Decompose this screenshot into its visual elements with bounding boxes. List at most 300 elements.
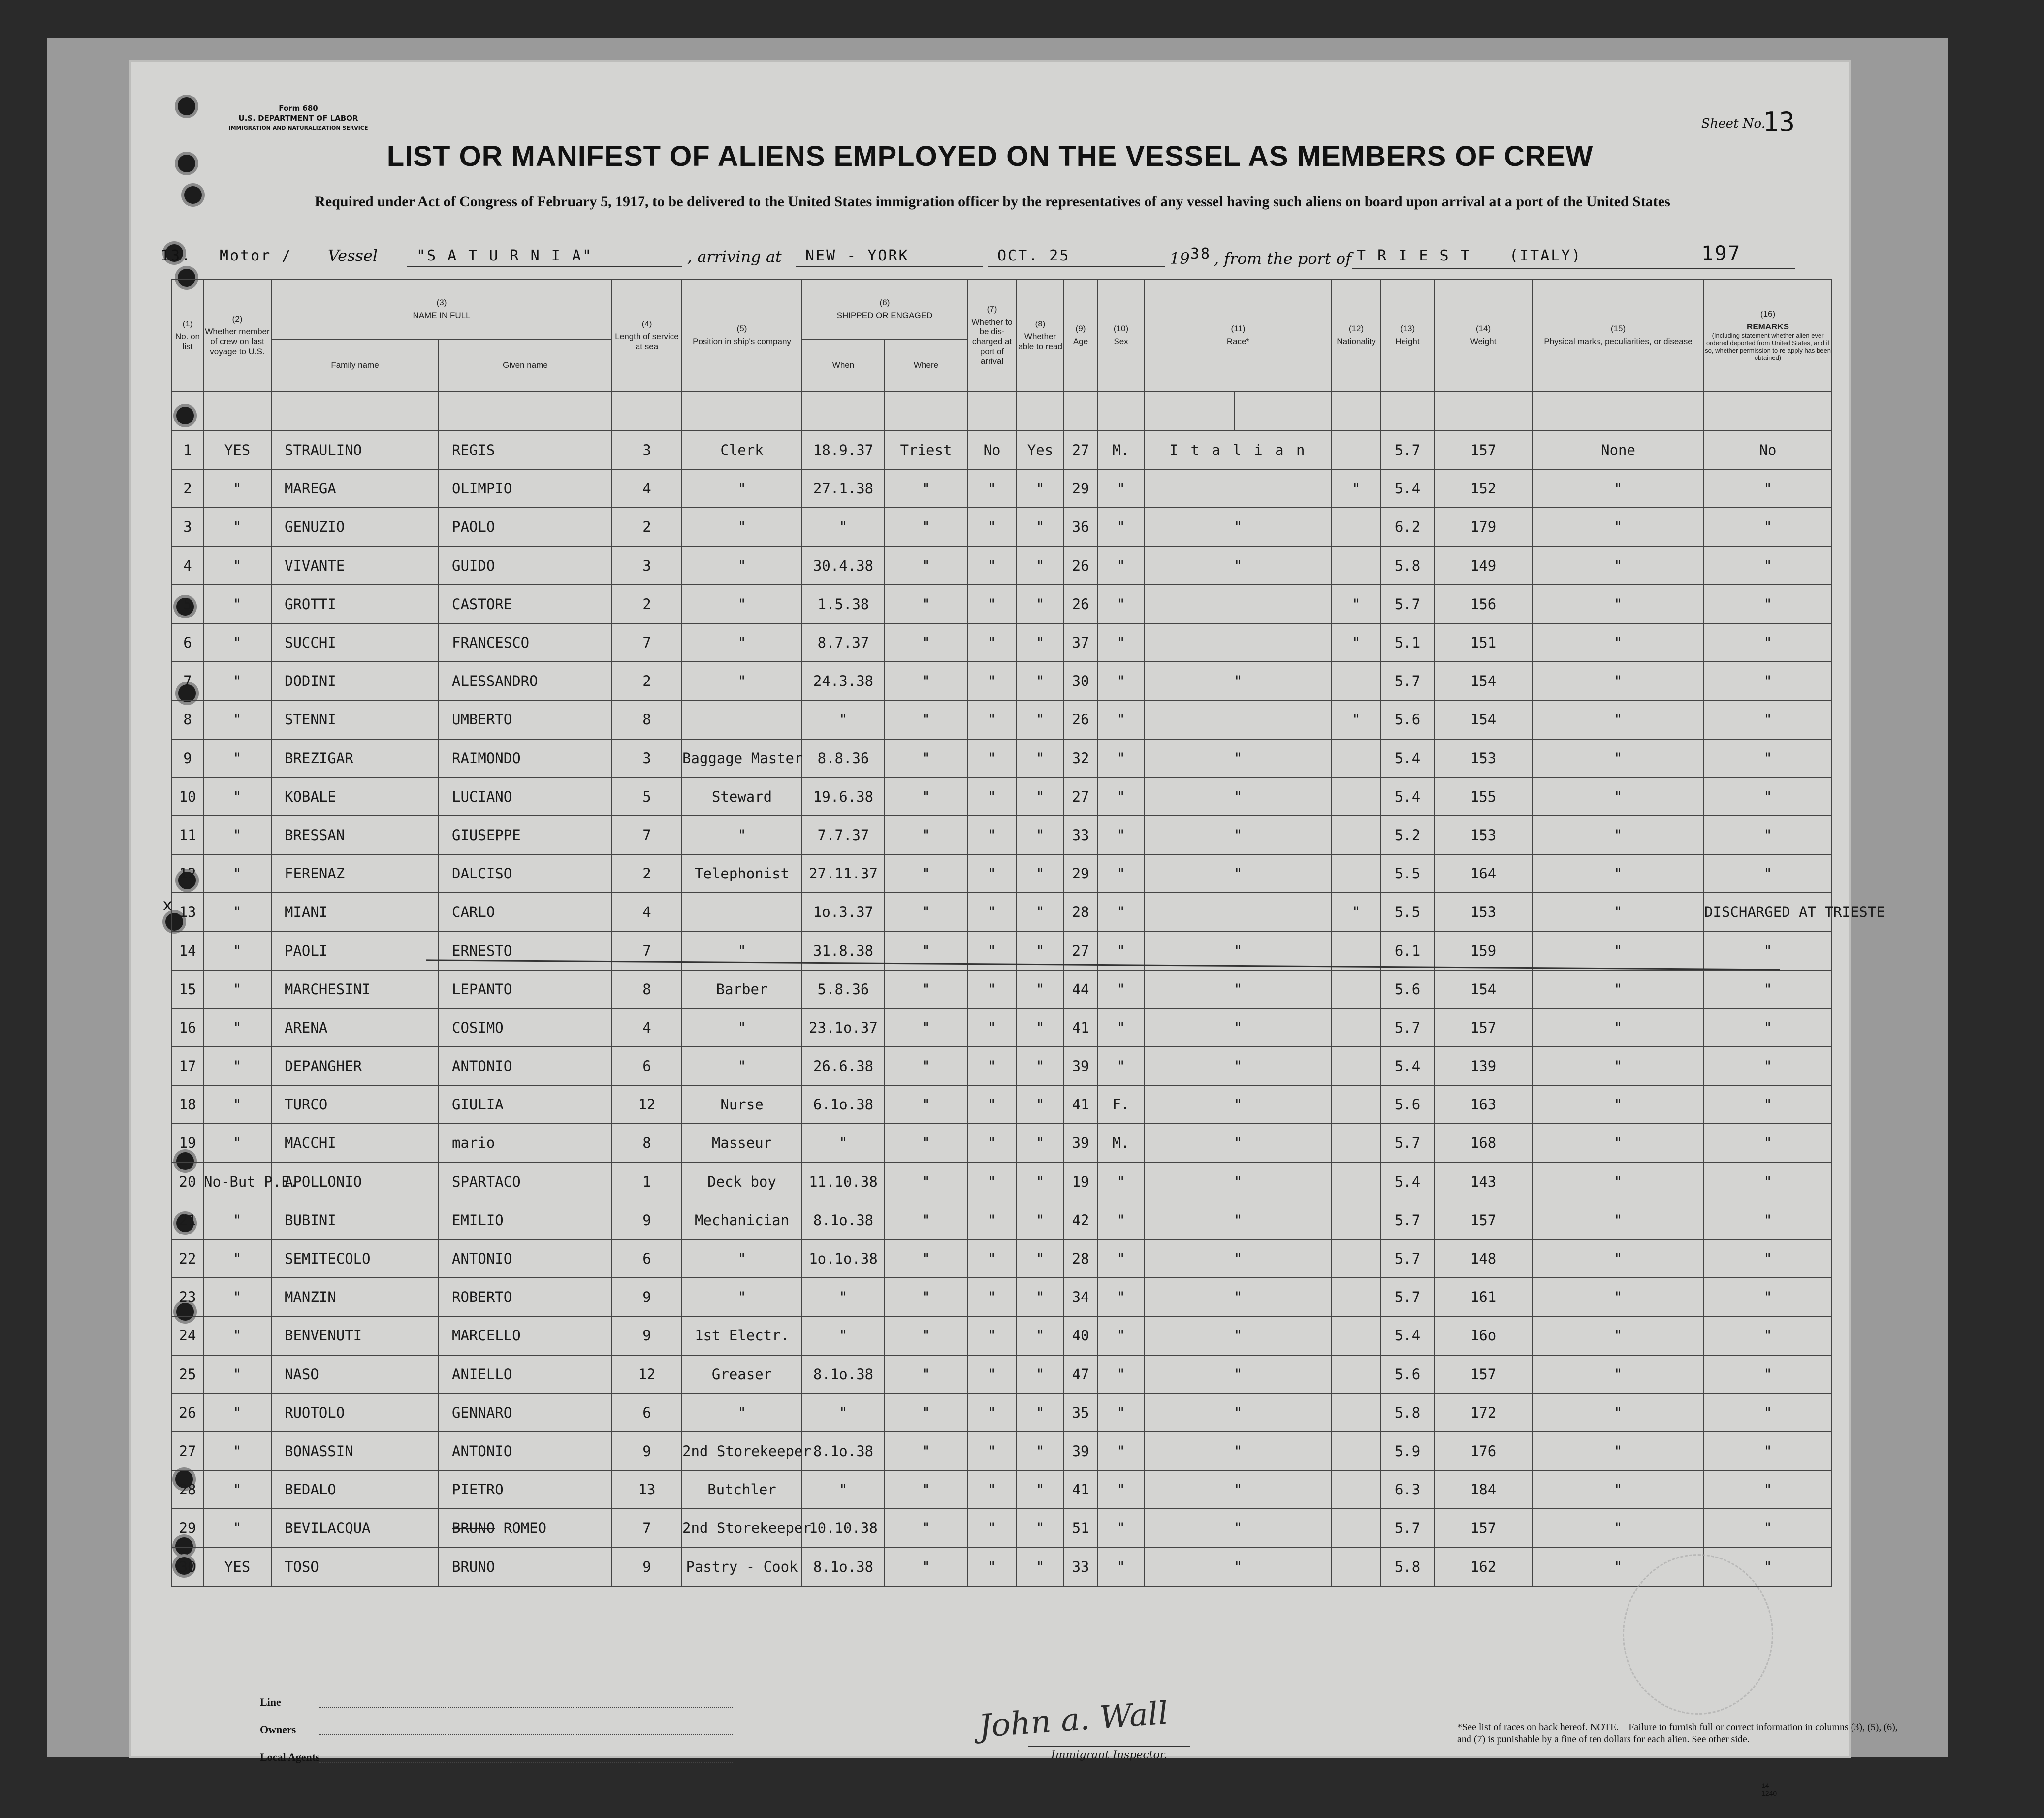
position-cell: Masseur (682, 1124, 802, 1162)
nationality-cell: " (1332, 893, 1381, 931)
header-spacer-row (172, 391, 1832, 431)
last-voyage-cell: " (203, 778, 271, 816)
sheet-number: 13 (1762, 106, 1795, 137)
discharged-cell: " (967, 854, 1017, 893)
race-cell: " (1145, 547, 1332, 585)
last-voyage-cell: " (203, 1316, 271, 1355)
sex-cell: " (1097, 1163, 1145, 1201)
weight-cell: 148 (1434, 1239, 1533, 1278)
age-cell: 29 (1064, 854, 1097, 893)
nationality-cell (1332, 970, 1381, 1008)
physical-marks-cell: " (1533, 1124, 1704, 1162)
nationality-cell (1332, 547, 1381, 585)
nationality-cell (1332, 1470, 1381, 1509)
crew-row (172, 739, 1832, 778)
from-port-line (1352, 268, 1795, 269)
nationality-cell (1332, 1201, 1381, 1239)
position-cell: 1st Electr. (682, 1316, 802, 1355)
line-label: Line (260, 1696, 281, 1708)
age-cell: 51 (1064, 1509, 1097, 1547)
discharged-cell: " (967, 1470, 1017, 1509)
physical-marks-cell: " (1533, 1163, 1704, 1201)
weight-cell: 157 (1434, 1008, 1533, 1047)
nationality-cell: " (1332, 623, 1381, 662)
position-cell (682, 893, 802, 931)
col-nationality-header: (12) Nationality (1332, 279, 1381, 391)
position-cell: Barber (682, 970, 802, 1008)
service-length-cell: 4 (612, 1008, 682, 1047)
position-cell: Baggage Master (682, 739, 802, 778)
last-voyage-cell: " (203, 547, 271, 585)
family-name-cell: GROTTI (271, 585, 439, 623)
weight-cell: 149 (1434, 547, 1533, 585)
service-length-cell: 8 (612, 1124, 682, 1162)
height-cell: 5.4 (1381, 778, 1434, 816)
sex-cell: " (1097, 1432, 1145, 1470)
family-name-cell: MARCHESINI (271, 970, 439, 1008)
height-cell: 5.4 (1381, 1316, 1434, 1355)
sex-cell: " (1097, 469, 1145, 508)
shipped-when-cell: 8.1o.38 (802, 1432, 885, 1470)
row-number: 9 (172, 739, 203, 778)
sex-cell: " (1097, 1239, 1145, 1278)
family-name-cell: DEPANGHER (271, 1047, 439, 1085)
given-name-cell: ROBERTO (439, 1278, 612, 1316)
shipped-where-cell: " (885, 508, 967, 546)
service-length-cell: 8 (612, 970, 682, 1008)
last-voyage-cell: " (203, 585, 271, 623)
given-name-cell: DALCISO (439, 854, 612, 893)
remarks-cell: " (1704, 585, 1832, 623)
physical-marks-cell: " (1533, 1239, 1704, 1278)
discharged-cell: " (967, 1509, 1017, 1547)
service-length-cell: 9 (612, 1547, 682, 1586)
sex-cell: " (1097, 623, 1145, 662)
vessel-label: Vessel (328, 246, 378, 265)
crew-row (172, 1509, 1832, 1547)
weight-cell: 163 (1434, 1085, 1533, 1124)
year-suffix: 38 (1190, 245, 1212, 262)
last-voyage-cell: " (203, 1239, 271, 1278)
nationality-cell (1332, 1008, 1381, 1047)
struck-given-name: BRUNO (452, 1520, 495, 1537)
shipped-where-cell: " (885, 547, 967, 585)
family-name-cell: SUCCHI (271, 623, 439, 662)
last-voyage-cell: " (203, 854, 271, 893)
row-number: 25 (172, 1355, 203, 1394)
vessel-name-line (407, 266, 682, 267)
height-cell: 5.6 (1381, 1355, 1434, 1394)
crew-row (172, 970, 1832, 1008)
discharged-cell: No (967, 431, 1017, 469)
nationality-cell (1332, 431, 1381, 469)
remarks-cell: " (1704, 1509, 1832, 1547)
from-label: , from the port of (1214, 249, 1352, 268)
last-voyage-cell: No-But P.E. (203, 1163, 271, 1201)
shipped-where-cell: " (885, 1047, 967, 1085)
race-cell: I t a l i a n (1145, 431, 1332, 469)
discharged-cell: " (967, 1239, 1017, 1278)
row-number: 4 (172, 547, 203, 585)
family-name-cell: ARENA (271, 1008, 439, 1047)
port-line (796, 266, 983, 267)
service-length-cell: 1 (612, 1163, 682, 1201)
shipped-where-cell: " (885, 662, 967, 700)
age-cell: 27 (1064, 931, 1097, 970)
sex-cell: M. (1097, 1124, 1145, 1162)
weight-cell: 156 (1434, 585, 1533, 623)
binder-hole (184, 186, 202, 204)
race-cell: " (1145, 739, 1332, 778)
manifest-sheet (129, 60, 1898, 1797)
crew-row (172, 469, 1832, 508)
able-to-read-cell: " (1017, 1239, 1064, 1278)
position-cell: 2nd Storekeeper (682, 1432, 802, 1470)
shipped-when-cell: 8.8.36 (802, 739, 885, 778)
able-to-read-cell: " (1017, 893, 1064, 931)
physical-marks-cell: " (1533, 893, 1704, 931)
crew-row (172, 585, 1832, 623)
position-cell (682, 700, 802, 739)
height-cell: 5.4 (1381, 469, 1434, 508)
arrival-port: NEW - YORK (805, 247, 909, 264)
shipped-when-cell: 1.5.38 (802, 585, 885, 623)
row-number: 10 (172, 778, 203, 816)
sex-cell: " (1097, 970, 1145, 1008)
last-voyage-cell: " (203, 1355, 271, 1394)
given-name-cell: ERNESTO (439, 931, 612, 970)
discharged-cell: " (967, 623, 1017, 662)
shipped-when-cell: 1o.1o.38 (802, 1239, 885, 1278)
physical-marks-cell: " (1533, 1547, 1704, 1586)
able-to-read-cell: " (1017, 816, 1064, 854)
height-cell: 5.7 (1381, 431, 1434, 469)
height-cell: 5.6 (1381, 700, 1434, 739)
weight-cell: 151 (1434, 623, 1533, 662)
position-cell: Steward (682, 778, 802, 816)
race-cell: " (1145, 778, 1332, 816)
given-name-cell (439, 1509, 612, 1547)
remarks-cell: " (1704, 854, 1832, 893)
position-cell: " (682, 1008, 802, 1047)
physical-marks-cell: " (1533, 585, 1704, 623)
page-total: 197 (1701, 242, 1742, 265)
height-cell: 5.1 (1381, 623, 1434, 662)
weight-cell: 154 (1434, 970, 1533, 1008)
shipped-when-cell: 26.6.38 (802, 1047, 885, 1085)
remarks-cell: " (1704, 1008, 1832, 1047)
sex-cell: " (1097, 854, 1145, 893)
able-to-read-cell: " (1017, 1355, 1064, 1394)
family-name-cell: BENVENUTI (271, 1316, 439, 1355)
last-voyage-cell: " (203, 970, 271, 1008)
family-name-cell: MANZIN (271, 1278, 439, 1316)
weight-cell: 153 (1434, 816, 1533, 854)
race-cell (1145, 585, 1332, 623)
row-number: 24 (172, 1316, 203, 1355)
col-age-header: (9) Age (1064, 279, 1097, 391)
sex-cell: " (1097, 1047, 1145, 1085)
row-number: 21 (172, 1201, 203, 1239)
col-marks-header: (15) Physical marks, peculiarities, or disease (1533, 279, 1704, 391)
service-length-cell: 3 (612, 739, 682, 778)
nationality-cell (1332, 508, 1381, 546)
family-name-cell: VIVANTE (271, 547, 439, 585)
row-number: 8 (172, 700, 203, 739)
crew-row (172, 1316, 1832, 1355)
able-to-read-cell: " (1017, 623, 1064, 662)
race-cell: " (1145, 1547, 1332, 1586)
last-voyage-cell: YES (203, 431, 271, 469)
col-read-header: (8) Whether able to read (1017, 279, 1064, 391)
height-cell: 5.9 (1381, 1432, 1434, 1470)
crew-manifest-table (171, 279, 1885, 1587)
crew-row (172, 893, 1832, 931)
able-to-read-cell: Yes (1017, 431, 1064, 469)
height-cell: 5.7 (1381, 1124, 1434, 1162)
physical-marks-cell: " (1533, 1201, 1704, 1239)
nationality-cell (1332, 816, 1381, 854)
departure-port: T R I E S T (1357, 247, 1471, 264)
row-number: 27 (172, 1432, 203, 1470)
able-to-read-cell: " (1017, 1278, 1064, 1316)
given-name-cell: GIUSEPPE (439, 816, 612, 854)
able-to-read-cell: " (1017, 1316, 1064, 1355)
weight-cell: 157 (1434, 431, 1533, 469)
last-voyage-cell: " (203, 1085, 271, 1124)
remarks-cell: " (1704, 1355, 1832, 1394)
nationality-cell (1332, 1163, 1381, 1201)
family-name-cell: PAOLI (271, 931, 439, 970)
crew-row (172, 778, 1832, 816)
shipped-when-cell: 18.9.37 (802, 431, 885, 469)
shipped-when-cell: 27.11.37 (802, 854, 885, 893)
physical-marks-cell: " (1533, 816, 1704, 854)
col-last-voyage-header: (2) Whether member of crew on last voyage to U.S. (203, 279, 271, 391)
age-cell: 35 (1064, 1394, 1097, 1432)
shipped-where-cell: " (885, 1355, 967, 1394)
able-to-read-cell: " (1017, 931, 1064, 970)
race-cell: " (1145, 1394, 1332, 1432)
sex-cell: " (1097, 1547, 1145, 1586)
row-number: 29 (172, 1509, 203, 1547)
shipped-when-cell: " (802, 1124, 885, 1162)
remarks-cell: " (1704, 970, 1832, 1008)
physical-marks-cell: " (1533, 623, 1704, 662)
shipped-where-cell: " (885, 1547, 967, 1586)
family-name-cell: FERENAZ (271, 854, 439, 893)
shipped-when-cell: 8.7.37 (802, 623, 885, 662)
race-cell: " (1145, 854, 1332, 893)
given-name-cell: ANTONIO (439, 1047, 612, 1085)
shipped-when-cell: 30.4.38 (802, 547, 885, 585)
crew-row (172, 662, 1832, 700)
able-to-read-cell: " (1017, 1470, 1064, 1509)
remarks-cell: " (1704, 816, 1832, 854)
sex-cell: F. (1097, 1085, 1145, 1124)
shipped-when-cell: " (802, 1470, 885, 1509)
crew-row (172, 547, 1832, 585)
age-cell: 26 (1064, 700, 1097, 739)
given-name-cell: MARCELLO (439, 1316, 612, 1355)
remarks-cell: " (1704, 1316, 1832, 1355)
discharged-cell: " (967, 1085, 1017, 1124)
race-cell: " (1145, 1008, 1332, 1047)
race-cell: " (1145, 1085, 1332, 1124)
shipped-when-cell: 5.8.36 (802, 970, 885, 1008)
remarks-cell: " (1704, 1394, 1832, 1432)
crew-row (172, 1201, 1832, 1239)
form-number: Form 680 (279, 104, 318, 113)
weight-cell: 155 (1434, 778, 1533, 816)
race-cell: " (1145, 1432, 1332, 1470)
given-name-cell: UMBERTO (439, 700, 612, 739)
able-to-read-cell: " (1017, 508, 1064, 546)
crew-row (172, 854, 1832, 893)
discharged-cell: " (967, 778, 1017, 816)
shipped-where-cell: " (885, 816, 967, 854)
date-line (988, 266, 1165, 267)
weight-cell: 16o (1434, 1316, 1533, 1355)
given-name-cell: REGIS (439, 431, 612, 469)
remarks-cell: " (1704, 1432, 1832, 1470)
family-name-cell: KOBALE (271, 778, 439, 816)
nationality-cell (1332, 1355, 1381, 1394)
remarks-cell: " (1704, 739, 1832, 778)
nationality-cell (1332, 1316, 1381, 1355)
physical-marks-cell: " (1533, 931, 1704, 970)
sex-cell: " (1097, 1394, 1145, 1432)
sex-cell: " (1097, 893, 1145, 931)
service-length-cell: 3 (612, 547, 682, 585)
shipped-where-cell: " (885, 1470, 967, 1509)
family-name-cell: STENNI (271, 700, 439, 739)
last-voyage-cell: " (203, 1047, 271, 1085)
able-to-read-cell: " (1017, 1163, 1064, 1201)
remarks-cell: DISCHARGED AT TRIESTE (1704, 893, 1832, 931)
remarks-cell: " (1704, 1547, 1832, 1586)
shipped-where-cell: " (885, 469, 967, 508)
age-cell: 27 (1064, 431, 1097, 469)
able-to-read-cell: " (1017, 739, 1064, 778)
service-length-cell: 9 (612, 1278, 682, 1316)
physical-marks-cell: " (1533, 970, 1704, 1008)
row-number: 26 (172, 1394, 203, 1432)
sex-cell: " (1097, 1278, 1145, 1316)
height-cell: 6.3 (1381, 1470, 1434, 1509)
sex-cell: " (1097, 547, 1145, 585)
weight-cell: 139 (1434, 1047, 1533, 1085)
row-number: 12 (172, 854, 203, 893)
discharged-cell: " (967, 1124, 1017, 1162)
age-cell: 39 (1064, 1047, 1097, 1085)
given-name-cell: ANTONIO (439, 1239, 612, 1278)
race-cell: " (1145, 1316, 1332, 1355)
age-cell: 30 (1064, 662, 1097, 700)
race-cell: " (1145, 816, 1332, 854)
sex-cell: " (1097, 700, 1145, 739)
department-name: U.S. DEPARTMENT OF LABOR (238, 114, 358, 123)
position-cell: Deck boy (682, 1163, 802, 1201)
given-name-cell: EMILIO (439, 1201, 612, 1239)
physical-marks-cell: " (1533, 1470, 1704, 1509)
service-name: IMMIGRATION AND NATURALIZATION SERVICE (228, 125, 368, 131)
race-cell: " (1145, 1124, 1332, 1162)
position-cell: " (682, 469, 802, 508)
remarks-cell: " (1704, 1085, 1832, 1124)
able-to-read-cell: " (1017, 1008, 1064, 1047)
shipped-where-cell: " (885, 970, 967, 1008)
age-cell: 26 (1064, 585, 1097, 623)
inspector-label: Immigrant Inspector. (1028, 1746, 1190, 1761)
local-agents-label: Local Agents (260, 1751, 320, 1763)
shipped-where-cell: " (885, 1124, 967, 1162)
remarks-cell: " (1704, 1047, 1832, 1085)
remarks-cell: " (1704, 547, 1832, 585)
race-cell: " (1145, 1239, 1332, 1278)
given-name-cell: OLIMPIO (439, 469, 612, 508)
discharged-cell: " (967, 970, 1017, 1008)
sex-cell: " (1097, 1316, 1145, 1355)
age-cell: 41 (1064, 1008, 1097, 1047)
physical-marks-cell: " (1533, 1509, 1704, 1547)
given-name-cell: RAIMONDO (439, 739, 612, 778)
service-length-cell: 8 (612, 700, 682, 739)
col-weight-header: (14) Weight (1434, 279, 1533, 391)
shipped-when-cell: 27.1.38 (802, 469, 885, 508)
weight-cell: 153 (1434, 893, 1533, 931)
manifest-title: LIST OR MANIFEST OF ALIENS EMPLOYED ON THE VESSEL AS MEMBERS OF CREW (386, 140, 1594, 172)
position-cell: Telephonist (682, 854, 802, 893)
nationality-cell (1332, 1124, 1381, 1162)
shipped-where-cell: " (885, 1163, 967, 1201)
owners-field (319, 1734, 733, 1735)
shipped-when-cell: 19.6.38 (802, 778, 885, 816)
service-length-cell: 6 (612, 1239, 682, 1278)
col-sex-header: (10) Sex (1097, 279, 1145, 391)
able-to-read-cell: " (1017, 1085, 1064, 1124)
service-length-cell: 7 (612, 623, 682, 662)
weight-cell: 161 (1434, 1278, 1533, 1316)
discharged-cell: " (967, 1432, 1017, 1470)
last-voyage-cell: " (203, 1432, 271, 1470)
shipped-where-cell: " (885, 931, 967, 970)
able-to-read-cell: " (1017, 585, 1064, 623)
weight-cell: 164 (1434, 854, 1533, 893)
physical-marks-cell: " (1533, 1008, 1704, 1047)
last-voyage-cell: " (203, 508, 271, 546)
weight-cell: 157 (1434, 1201, 1533, 1239)
remarks-cell: " (1704, 1163, 1832, 1201)
last-voyage-cell: " (203, 931, 271, 970)
discharged-cell: " (967, 585, 1017, 623)
race-cell (1145, 700, 1332, 739)
able-to-read-cell: " (1017, 1509, 1064, 1547)
col-when-header: When (802, 339, 885, 391)
physical-marks-cell: None (1533, 431, 1704, 469)
crew-row (172, 1547, 1832, 1586)
position-cell: " (682, 547, 802, 585)
position-cell: Butchler (682, 1470, 802, 1509)
last-voyage-cell: " (203, 893, 271, 931)
able-to-read-cell: " (1017, 1432, 1064, 1470)
row-number: 2 (172, 469, 203, 508)
service-length-cell: 6 (612, 1394, 682, 1432)
weight-cell: 157 (1434, 1355, 1533, 1394)
row-number: 20 (172, 1163, 203, 1201)
service-length-cell: 9 (612, 1316, 682, 1355)
nationality-cell (1332, 854, 1381, 893)
